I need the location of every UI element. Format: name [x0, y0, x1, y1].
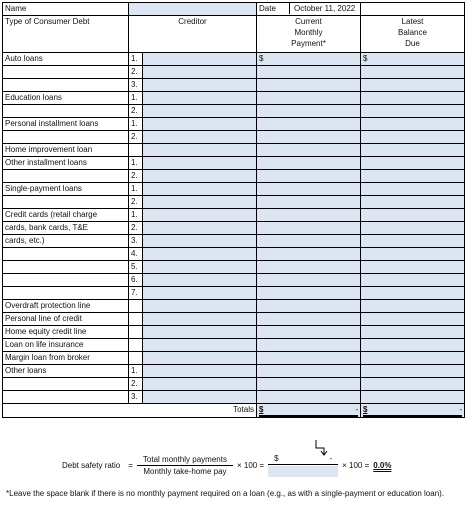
creditor-field[interactable] [143, 248, 257, 261]
balance-field[interactable] [361, 196, 465, 209]
debt-row [3, 105, 465, 118]
payment-field[interactable] [257, 378, 361, 391]
row-number-cell: 7. [129, 287, 143, 300]
balance-field[interactable] [361, 365, 465, 378]
debt-row [3, 300, 465, 313]
total-payment-dash: - [355, 405, 358, 414]
balance-field[interactable] [361, 235, 465, 248]
debt-row [3, 196, 465, 209]
creditor-field[interactable] [143, 300, 257, 313]
balance-field[interactable] [361, 118, 465, 131]
row-number-cell: 4. [129, 248, 143, 261]
consumer-debt-table [2, 2, 465, 418]
debt-type-cell [3, 196, 129, 209]
balance-field[interactable] [361, 391, 465, 404]
balance-field[interactable] [361, 222, 465, 235]
date-cell [257, 3, 361, 16]
balance-field[interactable]: $ [361, 53, 465, 66]
balance-header-line2: Balance [398, 28, 427, 37]
debt-type-cell: Credit cards (retail charge [3, 209, 129, 222]
payment-field[interactable] [257, 170, 361, 183]
debt-type-cell: Margin loan from broker [3, 352, 129, 365]
balance-field[interactable] [361, 131, 465, 144]
payment-field[interactable] [257, 144, 361, 157]
row-number-cell: 2. [129, 131, 143, 144]
balance-field[interactable] [361, 183, 465, 196]
row-number-cell: 3. [129, 391, 143, 404]
payment-header [257, 16, 361, 53]
row-number-cell [129, 326, 143, 339]
debt-type-cell [3, 391, 129, 404]
row-number-cell: 1. [129, 183, 143, 196]
payment-field[interactable] [257, 183, 361, 196]
row-number-cell: 2. [129, 105, 143, 118]
row-number-cell: 2. [129, 170, 143, 183]
row-number-cell: 2. [129, 196, 143, 209]
date-label: Date [257, 3, 290, 14]
payment-field[interactable] [257, 66, 361, 79]
payment-field[interactable] [257, 105, 361, 118]
debt-type-cell [3, 274, 129, 287]
column-header-row [3, 16, 465, 53]
row-number-cell: 1. [129, 209, 143, 222]
date-value[interactable]: October 11, 2022 [294, 4, 356, 13]
creditor-field[interactable] [143, 222, 257, 235]
payment-field[interactable] [257, 79, 361, 92]
name-label: Name [3, 3, 129, 16]
balance-field[interactable] [361, 209, 465, 222]
payment-field[interactable] [257, 300, 361, 313]
debt-row [3, 365, 465, 378]
row-number-cell: 3. [129, 79, 143, 92]
creditor-field[interactable] [143, 183, 257, 196]
totals-spacer [3, 404, 129, 418]
debt-row [3, 261, 465, 274]
ratio-result: 0.0% [373, 461, 392, 470]
ratio-equals: = [128, 461, 133, 470]
payment-field[interactable] [257, 196, 361, 209]
debt-row [3, 326, 465, 339]
creditor-field[interactable] [143, 92, 257, 105]
balance-field[interactable] [361, 105, 465, 118]
debt-type-cell: Home equity credit line [3, 326, 129, 339]
row-number-cell: 1. [129, 118, 143, 131]
name-date-row [3, 3, 465, 16]
balance-field[interactable] [361, 326, 465, 339]
total-balance-dash: - [459, 405, 462, 414]
balance-field[interactable] [361, 66, 465, 79]
total-balance-dollar: $ [363, 405, 368, 414]
debt-type-cell [3, 261, 129, 274]
ratio-fraction [137, 455, 233, 476]
debt-type-cell: cards, etc.) [3, 235, 129, 248]
totals-label: Totals [143, 404, 257, 418]
creditor-field[interactable] [143, 66, 257, 79]
balance-field[interactable] [361, 352, 465, 365]
payment-field[interactable] [257, 209, 361, 222]
row-number-cell: 1. [129, 157, 143, 170]
creditor-field[interactable] [143, 378, 257, 391]
debt-type-cell [3, 105, 129, 118]
balance-field[interactable] [361, 274, 465, 287]
payment-field[interactable] [257, 313, 361, 326]
take-home-pay-field[interactable] [268, 466, 338, 477]
ratio-denominator: Monthly take-home pay [143, 467, 227, 476]
balance-field[interactable] [361, 287, 465, 300]
ratio-times100-2: × 100 = [342, 461, 370, 470]
payment-header-line1: Current [295, 17, 322, 26]
ratio-value-numerator [268, 454, 338, 465]
row-number-cell: 2. [129, 378, 143, 391]
debt-type-cell: Single-payment loans [3, 183, 129, 196]
balance-field[interactable] [361, 248, 465, 261]
payment-field[interactable] [257, 339, 361, 352]
debt-type-cell [3, 66, 129, 79]
creditor-field[interactable] [143, 339, 257, 352]
debt-type-cell: Personal installment loans [3, 118, 129, 131]
creditor-field[interactable] [143, 235, 257, 248]
payment-field[interactable] [257, 352, 361, 365]
payment-field[interactable]: $ [257, 53, 361, 66]
balance-field[interactable] [361, 378, 465, 391]
row-number-cell: 3. [129, 235, 143, 248]
creditor-field[interactable] [143, 53, 257, 66]
creditor-field[interactable] [143, 326, 257, 339]
creditor-field[interactable] [143, 352, 257, 365]
payment-field[interactable] [257, 131, 361, 144]
creditor-field[interactable] [143, 157, 257, 170]
creditor-field[interactable] [143, 261, 257, 274]
balance-field[interactable] [361, 300, 465, 313]
creditor-field[interactable] [143, 287, 257, 300]
totals-row [3, 404, 465, 418]
debt-row [3, 183, 465, 196]
row-number-cell [129, 144, 143, 157]
debt-row [3, 53, 465, 66]
debt-type-cell: Auto loans [3, 53, 129, 66]
debt-type-cell [3, 287, 129, 300]
payment-field[interactable] [257, 326, 361, 339]
payment-field[interactable] [257, 391, 361, 404]
creditor-field[interactable] [143, 170, 257, 183]
total-balance-field[interactable] [361, 404, 465, 418]
row-number-cell [129, 313, 143, 326]
balance-header [361, 16, 465, 53]
debt-row [3, 391, 465, 404]
debt-row [3, 235, 465, 248]
debt-type-cell [3, 170, 129, 183]
balance-field[interactable] [361, 339, 465, 352]
payment-field[interactable] [257, 222, 361, 235]
total-payment-dollar: $ [259, 405, 264, 414]
ratio-fraction-values [268, 454, 338, 477]
balance-field[interactable] [361, 170, 465, 183]
debt-type-cell [3, 131, 129, 144]
debt-type-cell [3, 378, 129, 391]
payment-field[interactable] [257, 365, 361, 378]
creditor-field[interactable] [143, 274, 257, 287]
creditor-field[interactable] [143, 365, 257, 378]
payment-field[interactable] [257, 248, 361, 261]
row-number-cell [129, 352, 143, 365]
debt-row [3, 274, 465, 287]
debt-row [3, 248, 465, 261]
debt-type-cell: cards, bank cards, T&E [3, 222, 129, 235]
row-number-cell: 1. [129, 92, 143, 105]
debt-row [3, 339, 465, 352]
ratio-times100: × 100 = [236, 461, 265, 470]
debt-type-cell: Education loans [3, 92, 129, 105]
footnote: *Leave the space blank if there is no monthly payment required on a loan (e.g., as with a single-payment or education loan). [6, 489, 445, 498]
row-number-cell: 5. [129, 261, 143, 274]
row-number-cell: 1. [129, 365, 143, 378]
debt-safety-ratio [62, 454, 391, 477]
balance-header-line1: Latest [401, 17, 424, 26]
ratio-num-dash: - [329, 454, 333, 463]
creditor-field[interactable] [143, 196, 257, 209]
payment-field[interactable] [257, 274, 361, 287]
row-number-cell: 6. [129, 274, 143, 287]
debt-row [3, 313, 465, 326]
row-number-cell [129, 339, 143, 352]
debt-row [3, 157, 465, 170]
payment-header-line2: Monthly [294, 28, 323, 37]
debt-type-cell: Overdraft protection line [3, 300, 129, 313]
creditor-field[interactable] [143, 209, 257, 222]
totals-spacer-2 [129, 404, 143, 418]
row-number-cell [129, 300, 143, 313]
balance-field[interactable] [361, 79, 465, 92]
debt-row [3, 66, 465, 79]
ratio-label: Debt safety ratio [62, 461, 121, 470]
payment-field[interactable] [257, 287, 361, 300]
row-number-cell: 1. [129, 53, 143, 66]
debt-row [3, 352, 465, 365]
debt-row [3, 209, 465, 222]
debt-row [3, 79, 465, 92]
name-field[interactable] [129, 3, 257, 16]
creditor-field[interactable] [143, 79, 257, 92]
payment-field[interactable] [257, 157, 361, 170]
total-payment-field[interactable] [257, 404, 361, 418]
payment-field[interactable] [257, 92, 361, 105]
payment-header-line3: Payment* [291, 39, 326, 48]
creditor-field[interactable] [143, 105, 257, 118]
debt-type-cell: Personal line of credit [3, 313, 129, 326]
debt-type-cell [3, 248, 129, 261]
debt-type-cell [3, 79, 129, 92]
payment-field[interactable] [257, 235, 361, 248]
creditor-header: Creditor [129, 16, 257, 53]
creditor-field[interactable] [143, 118, 257, 131]
balance-field[interactable] [361, 92, 465, 105]
creditor-field[interactable] [143, 391, 257, 404]
debt-row [3, 92, 465, 105]
balance-field[interactable] [361, 144, 465, 157]
debt-row [3, 287, 465, 300]
debt-row [3, 118, 465, 131]
debt-type-cell: Home improvement loan [3, 144, 129, 157]
debt-row [3, 378, 465, 391]
ratio-num-dollar: $ [274, 454, 279, 463]
debt-row [3, 222, 465, 235]
balance-field[interactable] [361, 157, 465, 170]
creditor-field[interactable] [143, 131, 257, 144]
debt-type-cell: Other installment loans [3, 157, 129, 170]
balance-header-line3: Due [405, 39, 420, 48]
debt-row [3, 131, 465, 144]
date-spacer [361, 3, 465, 16]
debt-row [3, 170, 465, 183]
type-header: Type of Consumer Debt [3, 16, 129, 53]
debt-row [3, 144, 465, 157]
payment-field[interactable] [257, 261, 361, 274]
creditor-field[interactable] [143, 144, 257, 157]
debt-type-cell: Other loans [3, 365, 129, 378]
ratio-numerator: Total monthly payments [137, 455, 233, 466]
balance-field[interactable] [361, 313, 465, 326]
debt-type-cell: Loan on life insurance [3, 339, 129, 352]
balance-field[interactable] [361, 261, 465, 274]
row-number-cell: 2. [129, 222, 143, 235]
row-number-cell: 2. [129, 66, 143, 79]
payment-field[interactable] [257, 118, 361, 131]
creditor-field[interactable] [143, 313, 257, 326]
